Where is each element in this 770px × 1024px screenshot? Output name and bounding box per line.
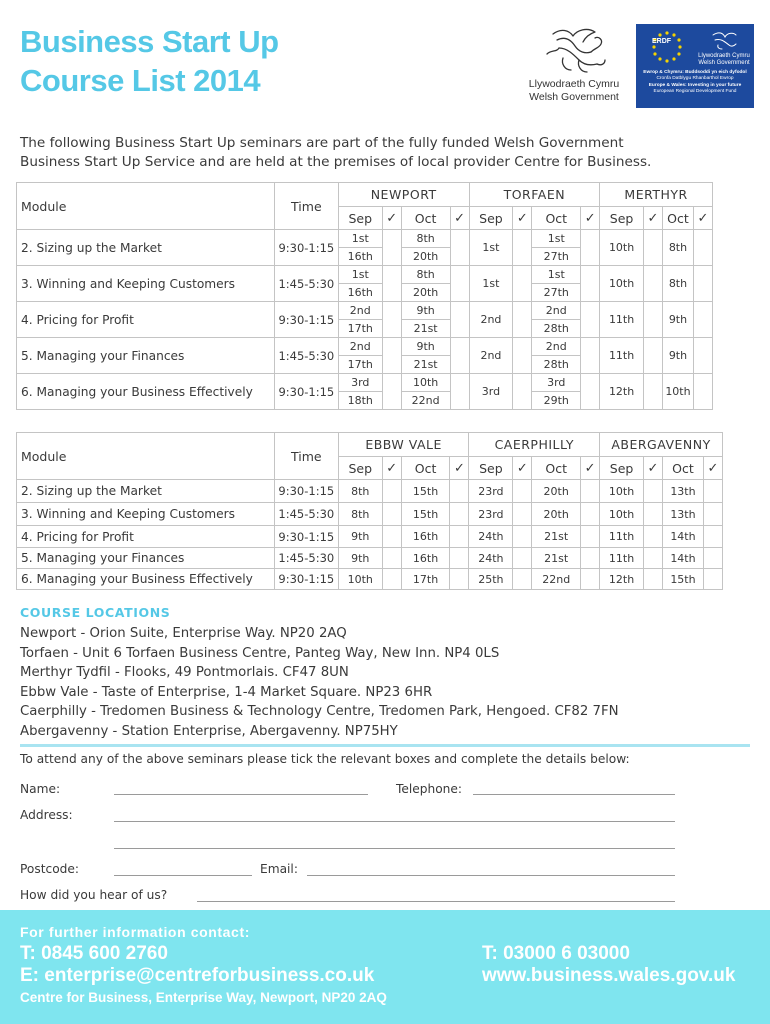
erdf-taglines: Ewrop & Chymru: Buddsoddi yn eich dyfodol Cronfa Datblygu Rhanbarthol Ewrop Europe & Wales: Investing in your future European Regional Development Fund <box>643 70 747 95</box>
table-row <box>17 503 723 526</box>
module-name: 5. Managing your Finances <box>17 338 275 374</box>
dragon-icon <box>709 30 739 50</box>
tick-box[interactable] <box>644 503 663 526</box>
date-cell: 10th <box>600 480 644 503</box>
hear-about-field[interactable] <box>197 901 675 902</box>
tick-box[interactable] <box>382 302 401 338</box>
date-cell: 2nd <box>469 302 513 338</box>
schedule-table-body <box>17 230 713 410</box>
date-cell: 12th <box>600 374 644 410</box>
session-time: 1:45-5:30 <box>274 266 338 302</box>
tick-box[interactable] <box>450 548 469 569</box>
tick-header: ✓ <box>581 457 600 480</box>
tick-box[interactable] <box>450 526 469 548</box>
tick-box[interactable] <box>644 569 663 590</box>
tick-box[interactable] <box>382 480 401 503</box>
date-cell: 2nd <box>469 338 513 374</box>
hear-about-label: How did you hear of us? <box>20 888 168 902</box>
date-cell: 21st <box>401 320 450 338</box>
schedule-table-newport-torfaen-merthyr <box>16 182 713 410</box>
date-cell: 1st <box>469 266 513 302</box>
tick-box[interactable] <box>382 526 401 548</box>
name-field[interactable] <box>114 794 368 795</box>
tick-header: ✓ <box>644 457 663 480</box>
tick-box[interactable] <box>693 338 712 374</box>
date-cell: 27th <box>532 284 581 302</box>
address-field-line-2[interactable] <box>114 848 675 849</box>
email-label: Email: <box>260 862 298 876</box>
tick-box[interactable] <box>581 526 600 548</box>
dragon-icon <box>539 24 609 76</box>
date-cell: 28th <box>532 356 581 374</box>
date-cell: 17th <box>338 356 382 374</box>
tick-box[interactable] <box>513 266 532 302</box>
tick-header: ✓ <box>644 207 663 230</box>
date-cell: 10th <box>338 569 382 590</box>
title-line-1: Business Start Up <box>20 24 279 59</box>
date-cell: 14th <box>662 548 703 569</box>
tick-box[interactable] <box>382 266 401 302</box>
date-cell: 1st <box>469 230 513 266</box>
tick-box[interactable] <box>382 569 401 590</box>
tick-box[interactable] <box>581 503 600 526</box>
erdf-badge: ERDF <box>652 38 672 45</box>
date-cell: 10th <box>600 266 644 302</box>
module-header: Module <box>17 433 275 480</box>
date-cell: 20th <box>532 480 581 503</box>
date-cell: 3rd <box>469 374 513 410</box>
month-header: Sep <box>469 207 513 230</box>
region-header-ebbw-vale: EBBW VALE <box>338 433 469 457</box>
date-cell: 10th <box>662 374 693 410</box>
module-name: 4. Pricing for Profit <box>17 302 275 338</box>
date-cell: 8th <box>662 266 693 302</box>
date-cell: 8th <box>338 480 382 503</box>
table-row <box>17 526 723 548</box>
module-header: Module <box>17 183 275 230</box>
date-cell: 16th <box>338 248 382 266</box>
tick-box[interactable] <box>450 266 469 302</box>
date-cell: 21st <box>532 526 581 548</box>
session-time: 1:45-5:30 <box>274 338 338 374</box>
tick-header: ✓ <box>693 207 712 230</box>
tick-box[interactable] <box>513 569 532 590</box>
tick-box[interactable] <box>581 480 600 503</box>
session-time: 9:30-1:15 <box>274 230 338 266</box>
tick-box[interactable] <box>644 230 663 266</box>
tick-box[interactable] <box>382 230 401 266</box>
date-cell: 8th <box>401 266 450 284</box>
date-cell: 11th <box>600 302 644 338</box>
tick-header: ✓ <box>703 457 722 480</box>
title-line-2: Course List 2014 <box>20 63 261 98</box>
date-cell: 18th <box>338 392 382 410</box>
month-header: Oct <box>401 457 450 480</box>
location-torfaen: Torfaen - Unit 6 Torfaen Business Centre, Panteg Way, New Inn. NP4 0LS <box>20 645 500 661</box>
course-locations-heading: COURSE LOCATIONS <box>20 605 171 620</box>
date-cell: 8th <box>338 503 382 526</box>
date-cell: 25th <box>469 569 513 590</box>
module-name: 6. Managing your Business Effectively <box>17 374 275 410</box>
telephone-field[interactable] <box>473 794 675 795</box>
session-time: 9:30-1:15 <box>274 480 338 503</box>
month-header: Sep <box>338 457 382 480</box>
table-row <box>17 548 723 569</box>
tick-box[interactable] <box>581 569 600 590</box>
schedule-table-body <box>17 480 723 590</box>
location-ebbw-vale: Ebbw Vale - Taste of Enterprise, 1-4 Market Square. NP23 6HR <box>20 684 433 700</box>
time-header: Time <box>274 183 338 230</box>
footer-email-link[interactable]: E: enterprise@centreforbusiness.co.uk <box>20 965 375 986</box>
address-field-line-1[interactable] <box>114 821 675 822</box>
date-cell: 16th <box>401 548 450 569</box>
table-row <box>17 230 713 248</box>
table-row <box>17 338 713 356</box>
date-cell: 20th <box>401 248 450 266</box>
module-name: 3. Winning and Keeping Customers <box>17 503 275 526</box>
tick-box[interactable] <box>703 569 722 590</box>
tick-box[interactable] <box>513 374 532 410</box>
date-cell: 11th <box>600 526 644 548</box>
date-cell: 17th <box>401 569 450 590</box>
date-cell: 2nd <box>338 338 382 356</box>
date-cell: 10th <box>600 503 644 526</box>
date-cell: 13th <box>662 480 703 503</box>
tick-box[interactable] <box>450 338 469 374</box>
tick-header: ✓ <box>450 457 469 480</box>
date-cell: 9th <box>662 302 693 338</box>
date-cell: 10th <box>600 230 644 266</box>
module-name: 2. Sizing up the Market <box>17 480 275 503</box>
tick-box[interactable] <box>644 526 663 548</box>
month-header: Sep <box>469 457 513 480</box>
tick-box[interactable] <box>581 302 600 338</box>
eu-stars-icon <box>640 28 694 66</box>
tick-box[interactable] <box>693 302 712 338</box>
tick-box[interactable] <box>581 266 600 302</box>
intro-paragraph: The following Business Start Up seminars are part of the fully funded Welsh Government Business Start Up Service and are held at the premises of local provider Centre for Business. <box>20 135 652 170</box>
month-header: Oct <box>532 207 581 230</box>
date-cell: 9th <box>338 526 382 548</box>
footer-address: Centre for Business, Enterprise Way, Newport, NP20 2AQ <box>20 990 387 1005</box>
date-cell: 8th <box>401 230 450 248</box>
date-cell: 3rd <box>338 374 382 392</box>
welsh-government-wordmark: Llywodraeth Cymru Welsh Government <box>528 78 620 103</box>
date-cell: 16th <box>338 284 382 302</box>
location-caerphilly: Caerphilly - Tredomen Business & Technology Centre, Tredomen Park, Hengoed. CF82 7FN <box>20 704 619 720</box>
session-time: 9:30-1:15 <box>274 526 338 548</box>
date-cell: 8th <box>662 230 693 266</box>
welsh-government-logo <box>522 24 626 104</box>
tick-box[interactable] <box>450 302 469 338</box>
session-time: 1:45-5:30 <box>274 503 338 526</box>
address-label: Address: <box>20 808 73 822</box>
tick-header: ✓ <box>382 207 401 230</box>
contact-footer <box>0 910 770 1024</box>
date-cell: 22nd <box>532 569 581 590</box>
date-cell: 20th <box>532 503 581 526</box>
date-cell: 9th <box>338 548 382 569</box>
module-name: 2. Sizing up the Market <box>17 230 275 266</box>
date-cell: 20th <box>401 284 450 302</box>
erdf-logo <box>636 24 754 108</box>
region-header-abergavenny: ABERGAVENNY <box>600 433 723 457</box>
date-cell: 15th <box>662 569 703 590</box>
region-header-torfaen: TORFAEN <box>469 183 600 207</box>
date-cell: 11th <box>600 548 644 569</box>
date-cell: 2nd <box>338 302 382 320</box>
session-time: 9:30-1:15 <box>274 569 338 590</box>
month-header: Oct <box>662 457 703 480</box>
tick-box[interactable] <box>644 338 663 374</box>
date-cell: 11th <box>600 338 644 374</box>
schedule-table-ebbw-caerphilly-abergavenny <box>16 432 723 590</box>
region-header-newport: NEWPORT <box>338 183 469 207</box>
module-name: 6. Managing your Business Effectively <box>17 569 275 590</box>
date-cell: 22nd <box>401 392 450 410</box>
date-cell: 12th <box>600 569 644 590</box>
location-merthyr: Merthyr Tydfil - Flooks, 49 Pontmorlais. CF47 8UN <box>20 665 349 681</box>
tick-box[interactable] <box>450 480 469 503</box>
tick-box[interactable] <box>703 503 722 526</box>
date-cell: 29th <box>532 392 581 410</box>
date-cell: 16th <box>401 526 450 548</box>
date-cell: 2nd <box>532 338 581 356</box>
date-cell: 15th <box>401 480 450 503</box>
month-header: Oct <box>662 207 693 230</box>
date-cell: 3rd <box>532 374 581 392</box>
date-cell: 1st <box>338 266 382 284</box>
tick-box[interactable] <box>450 374 469 410</box>
month-header: Oct <box>532 457 581 480</box>
module-name: 3. Winning and Keeping Customers <box>17 266 275 302</box>
date-cell: 24th <box>469 526 513 548</box>
date-cell: 13th <box>662 503 703 526</box>
date-cell: 9th <box>401 338 450 356</box>
date-cell: 9th <box>662 338 693 374</box>
tick-header: ✓ <box>450 207 469 230</box>
tick-header: ✓ <box>513 457 532 480</box>
tick-header: ✓ <box>382 457 401 480</box>
date-cell: 1st <box>338 230 382 248</box>
month-header: Oct <box>401 207 450 230</box>
date-cell: 14th <box>662 526 703 548</box>
postcode-label: Postcode: <box>20 862 79 876</box>
date-cell: 24th <box>469 548 513 569</box>
tick-box[interactable] <box>382 338 401 374</box>
table-row <box>17 374 713 392</box>
tick-box[interactable] <box>703 548 722 569</box>
tick-box[interactable] <box>703 526 722 548</box>
tick-box[interactable] <box>644 266 663 302</box>
erdf-wg-wordmark: Llywodraeth Cymru Welsh Government <box>698 30 750 67</box>
date-cell: 15th <box>401 503 450 526</box>
session-time: 1:45-5:30 <box>274 548 338 569</box>
location-abergavenny: Abergavenny - Station Enterprise, Abergavenny. NP75HY <box>20 723 398 739</box>
tick-box[interactable] <box>513 548 532 569</box>
month-header: Sep <box>600 457 644 480</box>
date-cell: 10th <box>401 374 450 392</box>
tick-box[interactable] <box>513 338 532 374</box>
date-cell: 28th <box>532 320 581 338</box>
tick-box[interactable] <box>644 374 663 410</box>
tick-box[interactable] <box>581 548 600 569</box>
time-header: Time <box>274 433 338 480</box>
tick-box[interactable] <box>382 374 401 410</box>
date-cell: 23rd <box>469 503 513 526</box>
session-time: 9:30-1:15 <box>274 374 338 410</box>
table-row <box>17 480 723 503</box>
tick-header: ✓ <box>581 207 600 230</box>
section-divider <box>20 744 750 747</box>
tick-box[interactable] <box>513 526 532 548</box>
table-row <box>17 302 713 320</box>
tick-box[interactable] <box>450 230 469 266</box>
date-cell: 1st <box>532 266 581 284</box>
tick-box[interactable] <box>513 503 532 526</box>
date-cell: 2nd <box>532 302 581 320</box>
footer-heading: For further information contact: <box>20 924 250 940</box>
tick-header: ✓ <box>513 207 532 230</box>
location-newport: Newport - Orion Suite, Enterprise Way. NP20 2AQ <box>20 626 347 641</box>
tick-box[interactable] <box>703 480 722 503</box>
tick-box[interactable] <box>581 374 600 410</box>
tick-box[interactable] <box>382 548 401 569</box>
date-cell: 17th <box>338 320 382 338</box>
date-cell: 21st <box>401 356 450 374</box>
tick-box[interactable] <box>450 569 469 590</box>
email-field[interactable] <box>307 875 675 876</box>
region-header-caerphilly: CAERPHILLY <box>469 433 600 457</box>
region-header-merthyr: MERTHYR <box>600 183 713 207</box>
tick-box[interactable] <box>450 503 469 526</box>
module-name: 5. Managing your Finances <box>17 548 275 569</box>
date-cell: 1st <box>532 230 581 248</box>
course-locations <box>20 604 760 742</box>
table-row <box>17 569 723 590</box>
footer-website-link[interactable]: www.business.wales.gov.uk <box>482 965 736 986</box>
form-instruction: To attend any of the above seminars please tick the relevant boxes and complete the details below: <box>20 752 630 766</box>
tick-box[interactable] <box>644 302 663 338</box>
tick-box[interactable] <box>581 338 600 374</box>
page-title <box>20 22 279 100</box>
date-cell: 27th <box>532 248 581 266</box>
telephone-label: Telephone: <box>396 782 462 796</box>
tick-box[interactable] <box>693 374 712 410</box>
tick-box[interactable] <box>693 266 712 302</box>
table-row <box>17 266 713 284</box>
date-cell: 23rd <box>469 480 513 503</box>
footer-phone-right[interactable]: T: 03000 6 03000 <box>482 943 630 964</box>
tick-box[interactable] <box>513 480 532 503</box>
name-label: Name: <box>20 782 61 796</box>
date-cell: 9th <box>401 302 450 320</box>
tick-box[interactable] <box>581 230 600 266</box>
tick-box[interactable] <box>693 230 712 266</box>
tick-box[interactable] <box>382 503 401 526</box>
session-time: 9:30-1:15 <box>274 302 338 338</box>
tick-box[interactable] <box>513 230 532 266</box>
date-cell: 21st <box>532 548 581 569</box>
tick-box[interactable] <box>644 548 663 569</box>
postcode-field[interactable] <box>114 875 252 876</box>
tick-box[interactable] <box>513 302 532 338</box>
footer-phone-left[interactable]: T: 0845 600 2760 <box>20 943 168 964</box>
month-header: Sep <box>338 207 382 230</box>
month-header: Sep <box>600 207 644 230</box>
tick-box[interactable] <box>644 480 663 503</box>
module-name: 4. Pricing for Profit <box>17 526 275 548</box>
